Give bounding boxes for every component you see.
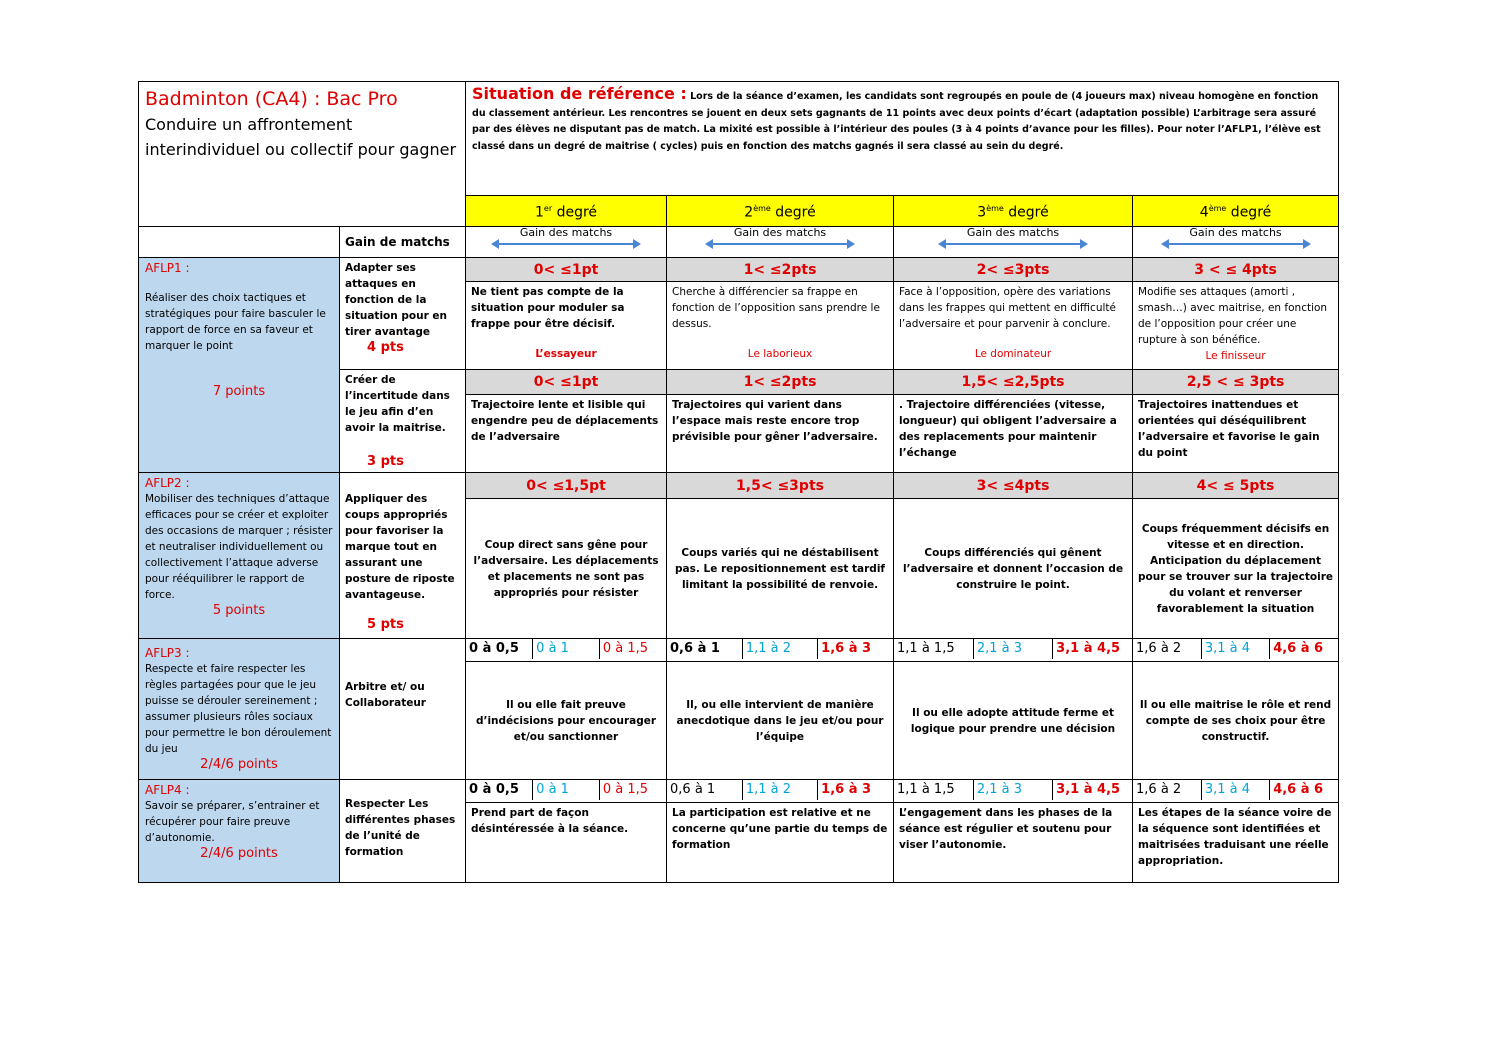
score-split-4: 1,6 à 2 3,1 à 4 4,6 à 6 — [1133, 639, 1339, 662]
descriptor-cell: . Trajectoire différenciées (vitesse, longueur) qui obligent l’adversaire a des replacements pour maintenir l’échange — [894, 394, 1133, 472]
descriptor-cell: L’engagement dans les phases de la séance est régulier et soutenu pour viser l’autonomie. — [894, 803, 1133, 883]
descriptor-cell: Face à l’opposition, opère des variations dans les frappes qui mettent en difficulté l’adversaire et pour parvenir à conclure. Le dominateur — [894, 282, 1133, 370]
page-title: Badminton (CA4) : Bac Pro — [145, 88, 398, 110]
aflp3-desc: Respecte et faire respecter les règles partagées pour que le jeu puisse se dérouler sereinement ; assumer plusieurs rôles sociaux pour permettre le bon déroulement du jeu — [145, 663, 332, 755]
score-split-2: 0,6 à 1 1,1 à 2 1,6 à 3 — [667, 780, 894, 803]
aflp1-points: 7 points — [212, 384, 266, 399]
score-split-1: 0 à 0,5 0 à 1 0 à 1,5 — [466, 639, 667, 662]
gain-arrow-1: Gain des matchs — [466, 227, 667, 258]
score-split-3: 1,1 à 1,5 2,1 à 3 3,1 à 4,5 — [894, 780, 1133, 803]
aflp4-cell — [139, 780, 340, 883]
aflp4-criterion: Respecter Les différentes phases de l’unité de formation — [340, 780, 466, 883]
degree-3-header: 3ème degré — [894, 196, 1133, 227]
arrow-left-icon — [705, 239, 713, 249]
aflp1-criterion-2: Créer de l’incertitude dans le jeu afin d’en avoir la maitrise. 3 pts — [340, 370, 466, 473]
arrow-left-icon — [938, 239, 946, 249]
aflp1-criterion-1: Adapter ses attaques en fonction de la situation pour en tirer avantage 4 pts — [340, 258, 466, 370]
degree-1-header: 1er degré — [466, 196, 667, 227]
aflp4-title: AFLP4 : — [145, 783, 190, 797]
evaluation-grid — [138, 81, 1339, 883]
score-cell: 2< ≤3pts — [894, 258, 1133, 282]
arrow-right-icon — [1080, 239, 1088, 249]
arrow-right-icon — [633, 239, 641, 249]
aflp2-desc: Mobiliser des techniques d’attaque efficaces pour se créer et exploiter des occasions de marquer ; résister et neutraliser individuellement ou collectivement l’attaque adverse pour rééquilibrer le rapport de force. — [145, 493, 333, 601]
aflp1-desc: Réaliser des choix tactiques et stratégiques pour faire basculer le rapport de force en sa faveur et marquer le point — [145, 292, 326, 352]
aflp3-title: AFLP3 : — [145, 646, 190, 660]
aflp4-points: 2/4/6 points — [200, 846, 278, 861]
situation-heading: Situation de référence : — [472, 84, 687, 103]
descriptor-cell: Coups fréquemment décisifs en vitesse et en direction. Anticipation du déplacement pour se trouver sur la trajectoire du volant et renverser favorablement la situation — [1133, 499, 1339, 639]
gain-arrow-3: Gain des matchs — [894, 227, 1133, 258]
score-split-2: 0,6 à 1 1,1 à 2 1,6 à 3 — [667, 639, 894, 662]
score-split-4: 1,6 à 2 3,1 à 4 4,6 à 6 — [1133, 780, 1339, 803]
aflp1-title: AFLP1 : — [145, 261, 190, 275]
score-cell: 0< ≤1,5pt — [466, 473, 667, 499]
score-cell: 0< ≤1pt — [466, 370, 667, 395]
score-cell: 1,5< ≤2,5pts — [894, 370, 1133, 395]
descriptor-cell: Il ou elle adopte attitude ferme et logique pour prendre une décision — [894, 662, 1133, 780]
situation-text: Lors de la séance d’examen, les candidats sont regroupés en poule de (4 joueurs max) niveau homogène en fonction du classement antérieur. Les rencontres se jouent en deux sets gagnants de 11 points avec deux points d’écart (adaptation possible) L’arbitrage sera assuré par des élèves ne disputant pas de match. La mixité est possible à l’intérieur des poules (3 à 4 points d’avance pour les filles). Pour noter l’AFLP1, l’élève est classé dans un degré de maitrise ( cycles) puis en fonction des matchs gagnés il sera classé au sein du degré. — [472, 91, 1321, 152]
score-cell: 1< ≤2pts — [667, 370, 894, 395]
score-cell: 3< ≤4pts — [894, 473, 1133, 499]
degree-2-header: 2ème degré — [667, 196, 894, 227]
descriptor-cell: Il ou elle fait preuve d’indécisions pour encourager et/ou sanctionner — [466, 662, 667, 780]
gain-header: Gain de matchs — [340, 227, 466, 258]
gain-arrow-2: Gain des matchs — [667, 227, 894, 258]
aflp2-points: 5 points — [212, 603, 266, 618]
score-cell: 1,5< ≤3pts — [667, 473, 894, 499]
aflp2-pts: 5 pts — [367, 617, 404, 632]
aflp1-crit2-pts: 3 pts — [367, 454, 404, 469]
score-cell: 2,5 < ≤ 3pts — [1133, 370, 1339, 395]
descriptor-cell: Cherche à différencier sa frappe en fonction de l’opposition sans prendre le dessus. Le laborieux — [667, 282, 894, 370]
descriptor-cell: Modifie ses attaques (amorti , smash…) avec maitrise, en fonction de l’opposition pour créer une rupture à son bénéfice. Le finisseur — [1133, 282, 1339, 370]
aflp1-cell — [139, 258, 340, 473]
page-subtitle: Conduire un affrontement interindividuel ou collectif pour gagner — [145, 115, 457, 159]
descriptor-cell: Coup direct sans gêne pour l’adversaire. Les déplacements et placements ne sont pas appropriés pour résister — [466, 499, 667, 639]
descriptor-cell: La participation est relative et ne concerne qu’une partie du temps de formation — [667, 803, 894, 883]
score-cell: 4< ≤ 5pts — [1133, 473, 1339, 499]
aflp3-criterion: Arbitre et/ ou Collaborateur — [340, 639, 466, 780]
descriptor-cell: Les étapes de la séance voire de la séquence sont identifiées et maitrisées traduisant une réelle appropriation. — [1133, 803, 1339, 883]
arrow-left-icon — [1161, 239, 1169, 249]
degree-4-header: 4ème degré — [1133, 196, 1339, 227]
descriptor-cell: Ne tient pas compte de la situation pour moduler sa frappe pour être décisif. L’essayeur — [466, 282, 667, 370]
descriptor-cell: Il, ou elle intervient de manière anecdotique dans le jeu et/ou pour l’équipe — [667, 662, 894, 780]
descriptor-cell: Trajectoires inattendues et orientées qui déséquilibrent l’adversaire et favorise le gain du point — [1133, 394, 1339, 472]
arrow-left-icon — [491, 239, 499, 249]
descriptor-cell: Il ou elle maitrise le rôle et rend compte de ses choix pour être constructif. — [1133, 662, 1339, 780]
aflp4-desc: Savoir se préparer, s’entrainer et récupérer pour faire preuve d’autonomie. — [145, 800, 320, 844]
score-cell: 1< ≤2pts — [667, 258, 894, 282]
descriptor-cell: Trajectoires qui varient dans l’espace mais reste encore trop prévisible pour gêner l’adversaire. — [667, 394, 894, 472]
reference-situation — [466, 82, 1339, 196]
gain-arrow-4: Gain des matchs — [1133, 227, 1339, 258]
score-cell: 3 < ≤ 4pts — [1133, 258, 1339, 282]
profile-label: Le finisseur — [1205, 350, 1266, 362]
score-split-3: 1,1 à 1,5 2,1 à 3 3,1 à 4,5 — [894, 639, 1133, 662]
aflp3-points: 2/4/6 points — [200, 757, 278, 772]
title-cell — [139, 82, 466, 227]
score-cell: 0< ≤1pt — [466, 258, 667, 282]
profile-label: L’essayeur — [535, 348, 597, 360]
descriptor-cell: Coups variés qui ne déstabilisent pas. Le repositionnement est tardif limitant la possibilité de renvoie. — [667, 499, 894, 639]
arrow-right-icon — [1303, 239, 1311, 249]
arrow-right-icon — [847, 239, 855, 249]
score-split-1: 0 à 0,5 0 à 1 0 à 1,5 — [466, 780, 667, 803]
aflp2-criterion: Appliquer des coups appropriés pour favoriser la marque tout en assurant une posture de riposte avantageuse. 5 pts — [340, 473, 466, 639]
aflp3-cell — [139, 639, 340, 780]
profile-label: Le dominateur — [974, 348, 1052, 360]
descriptor-cell: Trajectoire lente et lisible qui engendre peu de déplacements de l’adversaire — [466, 394, 667, 472]
aflp2-cell — [139, 473, 340, 639]
aflp2-title: AFLP2 : — [145, 476, 190, 490]
aflp1-crit1-pts: 4 pts — [367, 340, 404, 355]
profile-label: Le laborieux — [747, 348, 813, 360]
empty-cell — [139, 227, 340, 258]
descriptor-cell: Coups différenciés qui gênent l’adversaire et donnent l’occasion de construire le point. — [894, 499, 1133, 639]
descriptor-cell: Prend part de façon désintéressée à la séance. — [466, 803, 667, 883]
